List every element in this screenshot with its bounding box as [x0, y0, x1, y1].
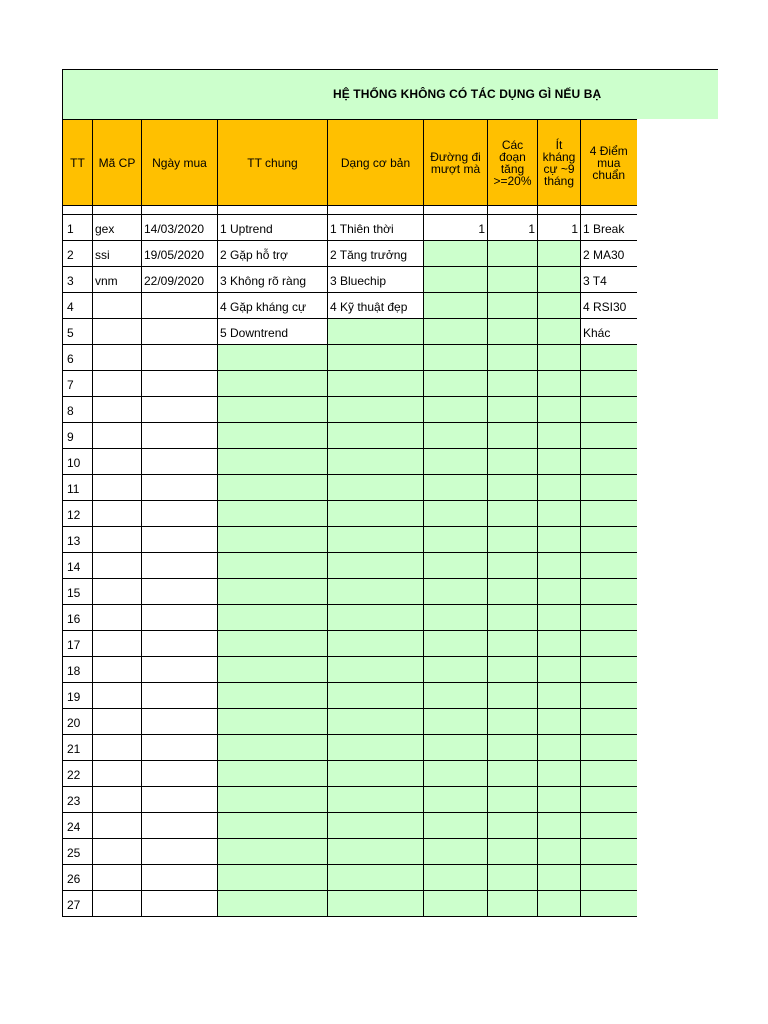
cell-ma-cp[interactable] — [93, 423, 142, 449]
cell-cac-doan-tang[interactable] — [488, 761, 538, 787]
cell-tt-chung[interactable]: 3 Không rõ ràng — [218, 267, 328, 293]
cell-ma-cp[interactable] — [93, 657, 142, 683]
cell-tt[interactable]: 16 — [63, 605, 93, 631]
cell-diem-mua[interactable]: 4 RSI30 — [581, 293, 637, 319]
cell-ma-cp[interactable] — [93, 839, 142, 865]
cell-ngay-mua[interactable] — [142, 631, 218, 657]
cell-duong-di[interactable] — [424, 371, 488, 397]
cell-diem-mua[interactable] — [581, 423, 637, 449]
cell-duong-di[interactable] — [424, 579, 488, 605]
cell-ma-cp[interactable] — [93, 631, 142, 657]
cell-ma-cp[interactable] — [93, 319, 142, 345]
cell-ma-cp[interactable] — [93, 579, 142, 605]
cell-tt[interactable]: 21 — [63, 735, 93, 761]
cell-cac-doan-tang[interactable] — [488, 865, 538, 891]
cell-ma-cp[interactable] — [93, 527, 142, 553]
table-row — [63, 683, 637, 709]
cell-tt-chung[interactable]: 5 Downtrend — [218, 319, 328, 345]
table-row — [63, 423, 637, 449]
cell-ngay-mua[interactable] — [142, 891, 218, 917]
cell-cac-doan-tang[interactable] — [488, 293, 538, 319]
table-row — [63, 865, 637, 891]
cell-tt-chung[interactable] — [218, 423, 328, 449]
header-row — [63, 120, 637, 206]
cell-cac-doan-tang[interactable] — [488, 423, 538, 449]
cell-tt-chung[interactable] — [218, 371, 328, 397]
cell-diem-mua[interactable] — [581, 657, 637, 683]
cell-tt[interactable]: 12 — [63, 501, 93, 527]
cell-cac-doan-tang[interactable] — [488, 241, 538, 267]
cell-diem-mua[interactable] — [581, 501, 637, 527]
cell-diem-mua[interactable] — [581, 605, 637, 631]
cell-it-khang-cu[interactable] — [538, 345, 581, 371]
table-row — [63, 813, 637, 839]
cell-tt[interactable]: 7 — [63, 371, 93, 397]
cell-ngay-mua[interactable] — [142, 839, 218, 865]
cell-ngay-mua[interactable] — [142, 813, 218, 839]
cell-ma-cp[interactable] — [93, 293, 142, 319]
cell-tt-chung[interactable] — [218, 631, 328, 657]
table-row — [63, 761, 637, 787]
cell-diem-mua[interactable] — [581, 345, 637, 371]
cell-ngay-mua[interactable] — [142, 657, 218, 683]
cell-diem-mua[interactable] — [581, 891, 637, 917]
cell-cac-doan-tang[interactable] — [488, 631, 538, 657]
cell-tt[interactable]: 25 — [63, 839, 93, 865]
cell-tt[interactable]: 23 — [63, 787, 93, 813]
cell-tt[interactable]: 2 — [63, 241, 93, 267]
cell-tt[interactable]: 20 — [63, 709, 93, 735]
cell-dang-co-ban[interactable] — [328, 787, 424, 813]
cell-ngay-mua[interactable] — [142, 735, 218, 761]
cell-it-khang-cu[interactable] — [538, 267, 581, 293]
cell-diem-mua[interactable] — [581, 631, 637, 657]
cell-tt[interactable]: 9 — [63, 423, 93, 449]
cell-tt-chung[interactable] — [218, 839, 328, 865]
cell-it-khang-cu[interactable] — [538, 709, 581, 735]
cell-cac-doan-tang[interactable] — [488, 475, 538, 501]
cell-ngay-mua[interactable]: 19/05/2020 — [142, 241, 218, 267]
cell-dang-co-ban[interactable] — [328, 553, 424, 579]
cell-dang-co-ban[interactable] — [328, 475, 424, 501]
cell-ngay-mua[interactable] — [142, 371, 218, 397]
cell-tt[interactable]: 3 — [63, 267, 93, 293]
cell-cac-doan-tang[interactable] — [488, 813, 538, 839]
cell-cac-doan-tang[interactable] — [488, 345, 538, 371]
cell-ma-cp[interactable] — [93, 475, 142, 501]
table-row — [63, 449, 637, 475]
table-row — [63, 319, 637, 345]
cell-it-khang-cu[interactable] — [538, 787, 581, 813]
cell-ngay-mua[interactable] — [142, 527, 218, 553]
table-row — [63, 553, 637, 579]
cell-it-khang-cu[interactable] — [538, 891, 581, 917]
cell-tt-chung[interactable] — [218, 553, 328, 579]
cell-ma-cp[interactable] — [93, 709, 142, 735]
cell-tt[interactable]: 26 — [63, 865, 93, 891]
table-row — [63, 787, 637, 813]
cell-ngay-mua[interactable] — [142, 605, 218, 631]
cell-duong-di[interactable] — [424, 449, 488, 475]
cell-ngay-mua[interactable] — [142, 501, 218, 527]
cell-ngay-mua[interactable] — [142, 397, 218, 423]
cell-diem-mua[interactable] — [581, 709, 637, 735]
cell-it-khang-cu[interactable]: 1 — [538, 215, 581, 241]
header-dang-co-ban[interactable]: Dạng cơ bản — [328, 120, 424, 206]
cell-tt-chung[interactable] — [218, 787, 328, 813]
cell-cac-doan-tang[interactable] — [488, 579, 538, 605]
table-row — [63, 267, 637, 293]
table-row — [63, 657, 637, 683]
sheet-banner — [62, 69, 718, 119]
table-row — [63, 397, 637, 423]
cell-cac-doan-tang[interactable] — [488, 553, 538, 579]
header-it-khang-cu[interactable]: Ít kháng cự ~9 tháng — [538, 120, 581, 206]
cell-duong-di[interactable] — [424, 839, 488, 865]
cell-tt-chung[interactable] — [218, 345, 328, 371]
cell-dang-co-ban[interactable]: 2 Tăng trưởng — [328, 241, 424, 267]
cell-tt-chung[interactable]: 1 Uptrend — [218, 215, 328, 241]
cell-diem-mua[interactable] — [581, 475, 637, 501]
cell-ma-cp[interactable] — [93, 735, 142, 761]
cell-tt[interactable]: 8 — [63, 397, 93, 423]
table-row — [63, 345, 637, 371]
cell-cac-doan-tang[interactable] — [488, 891, 538, 917]
sheet-title: HỆ THỐNG KHÔNG CÓ TÁC DỤNG GÌ NẾU BẠ — [333, 87, 602, 101]
cell-duong-di[interactable] — [424, 527, 488, 553]
table-row — [63, 735, 637, 761]
cell-it-khang-cu[interactable] — [538, 449, 581, 475]
cell-tt-chung[interactable] — [218, 397, 328, 423]
cell-tt-chung[interactable] — [218, 865, 328, 891]
cell-tt[interactable]: 11 — [63, 475, 93, 501]
cell-dang-co-ban[interactable] — [328, 891, 424, 917]
cell-it-khang-cu[interactable] — [538, 839, 581, 865]
table-row — [63, 709, 637, 735]
cell-it-khang-cu[interactable] — [538, 475, 581, 501]
cell-ma-cp[interactable] — [93, 553, 142, 579]
cell-cac-doan-tang[interactable] — [488, 319, 538, 345]
cell-dang-co-ban[interactable] — [328, 709, 424, 735]
cell-duong-di[interactable] — [424, 553, 488, 579]
cell-cac-doan-tang[interactable] — [488, 605, 538, 631]
table-row — [63, 215, 637, 241]
cell-tt-chung[interactable] — [218, 813, 328, 839]
cell-dang-co-ban[interactable] — [328, 345, 424, 371]
cell-ngay-mua[interactable] — [142, 761, 218, 787]
cell-diem-mua[interactable] — [581, 683, 637, 709]
cell-tt-chung[interactable] — [218, 761, 328, 787]
cell-ma-cp[interactable] — [93, 605, 142, 631]
table-row — [63, 839, 637, 865]
cell-cac-doan-tang[interactable] — [488, 839, 538, 865]
cell-dang-co-ban[interactable] — [328, 735, 424, 761]
cell-tt[interactable]: 13 — [63, 527, 93, 553]
cell-diem-mua[interactable] — [581, 787, 637, 813]
cell-dang-co-ban[interactable] — [328, 839, 424, 865]
cell-ma-cp[interactable] — [93, 397, 142, 423]
cell-it-khang-cu[interactable] — [538, 813, 581, 839]
cell-duong-di[interactable]: 1 — [424, 215, 488, 241]
cell-it-khang-cu[interactable] — [538, 553, 581, 579]
cell-it-khang-cu[interactable] — [538, 579, 581, 605]
cell-it-khang-cu[interactable] — [538, 657, 581, 683]
header-duong-di[interactable]: Đường đi mượt mà — [424, 120, 488, 206]
cell-cac-doan-tang[interactable] — [488, 449, 538, 475]
cell-tt[interactable]: 22 — [63, 761, 93, 787]
cell-diem-mua[interactable]: 2 MA30 — [581, 241, 637, 267]
cell-tt[interactable]: 1 — [63, 215, 93, 241]
cell-ngay-mua[interactable]: 14/03/2020 — [142, 215, 218, 241]
cell-tt[interactable]: 6 — [63, 345, 93, 371]
cell-cac-doan-tang[interactable] — [488, 501, 538, 527]
cell-it-khang-cu[interactable] — [538, 605, 581, 631]
cell-cac-doan-tang[interactable] — [488, 683, 538, 709]
table-row — [63, 579, 637, 605]
cell-ma-cp[interactable] — [93, 683, 142, 709]
cell-duong-di[interactable] — [424, 345, 488, 371]
cell-tt-chung[interactable] — [218, 891, 328, 917]
cell-diem-mua[interactable] — [581, 397, 637, 423]
cell-tt[interactable]: 19 — [63, 683, 93, 709]
cell-it-khang-cu[interactable] — [538, 371, 581, 397]
cell-duong-di[interactable] — [424, 813, 488, 839]
table-row — [63, 475, 637, 501]
cell-ngay-mua[interactable]: 22/09/2020 — [142, 267, 218, 293]
cell-dang-co-ban[interactable] — [328, 527, 424, 553]
cell-cac-doan-tang[interactable] — [488, 267, 538, 293]
cell-ma-cp[interactable] — [93, 501, 142, 527]
table-row — [63, 293, 637, 319]
cell-it-khang-cu[interactable] — [538, 683, 581, 709]
cell-duong-di[interactable] — [424, 657, 488, 683]
cell-tt-chung[interactable] — [218, 657, 328, 683]
cell-cac-doan-tang[interactable]: 1 — [488, 215, 538, 241]
spreadsheet-table — [62, 119, 637, 917]
cell-ngay-mua[interactable] — [142, 865, 218, 891]
cell-dang-co-ban[interactable]: 1 Thiên thời — [328, 215, 424, 241]
header-diem-mua[interactable]: 4 Điểm mua chuẩn — [581, 120, 637, 206]
cell-duong-di[interactable] — [424, 865, 488, 891]
cell-tt-chung[interactable]: 2 Gặp hỗ trợ — [218, 241, 328, 267]
cell-diem-mua[interactable]: 1 Break — [581, 215, 637, 241]
cell-dang-co-ban[interactable] — [328, 761, 424, 787]
cell-duong-di[interactable] — [424, 891, 488, 917]
cell-duong-di[interactable] — [424, 787, 488, 813]
cell-tt[interactable]: 24 — [63, 813, 93, 839]
cell-duong-di[interactable] — [424, 293, 488, 319]
table-row — [63, 371, 637, 397]
cell-ma-cp[interactable]: vnm — [93, 267, 142, 293]
cell-tt-chung[interactable] — [218, 605, 328, 631]
cell-diem-mua[interactable] — [581, 449, 637, 475]
cell-diem-mua[interactable] — [581, 371, 637, 397]
cell-tt-chung[interactable] — [218, 501, 328, 527]
cell-it-khang-cu[interactable] — [538, 735, 581, 761]
cell-dang-co-ban[interactable] — [328, 397, 424, 423]
cell-duong-di[interactable] — [424, 267, 488, 293]
cell-ma-cp[interactable]: gex — [93, 215, 142, 241]
cell-dang-co-ban[interactable] — [328, 813, 424, 839]
cell-duong-di[interactable] — [424, 683, 488, 709]
cell-tt-chung[interactable] — [218, 735, 328, 761]
cell-tt[interactable]: 17 — [63, 631, 93, 657]
cell-dang-co-ban[interactable]: 3 Bluechip — [328, 267, 424, 293]
cell-it-khang-cu[interactable] — [538, 501, 581, 527]
cell-ma-cp[interactable] — [93, 761, 142, 787]
cell-tt[interactable]: 14 — [63, 553, 93, 579]
cell-duong-di[interactable] — [424, 605, 488, 631]
table-row — [63, 605, 637, 631]
cell-ngay-mua[interactable] — [142, 683, 218, 709]
cell-duong-di[interactable] — [424, 319, 488, 345]
cell-ngay-mua[interactable] — [142, 553, 218, 579]
cell-dang-co-ban[interactable] — [328, 449, 424, 475]
table-row — [63, 501, 637, 527]
cell-tt[interactable]: 15 — [63, 579, 93, 605]
cell-tt-chung[interactable]: 4 Gặp kháng cự — [218, 293, 328, 319]
cell-ngay-mua[interactable] — [142, 579, 218, 605]
cell-dang-co-ban[interactable] — [328, 423, 424, 449]
table-row — [63, 527, 637, 553]
cell-ma-cp[interactable] — [93, 449, 142, 475]
table-row — [63, 891, 637, 917]
cell-ngay-mua[interactable] — [142, 319, 218, 345]
cell-it-khang-cu[interactable] — [538, 761, 581, 787]
cell-diem-mua[interactable]: Khác — [581, 319, 637, 345]
cell-tt[interactable]: 10 — [63, 449, 93, 475]
cell-cac-doan-tang[interactable] — [488, 657, 538, 683]
cell-it-khang-cu[interactable] — [538, 241, 581, 267]
cell-dang-co-ban[interactable] — [328, 319, 424, 345]
cell-dang-co-ban[interactable]: 4 Kỹ thuật đẹp — [328, 293, 424, 319]
cell-duong-di[interactable] — [424, 501, 488, 527]
cell-ngay-mua[interactable] — [142, 709, 218, 735]
cell-duong-di[interactable] — [424, 397, 488, 423]
cell-ma-cp[interactable] — [93, 891, 142, 917]
cell-ngay-mua[interactable] — [142, 475, 218, 501]
cell-diem-mua[interactable] — [581, 579, 637, 605]
cell-it-khang-cu[interactable] — [538, 423, 581, 449]
cell-duong-di[interactable] — [424, 423, 488, 449]
cell-duong-di[interactable] — [424, 709, 488, 735]
cell-dang-co-ban[interactable] — [328, 579, 424, 605]
cell-tt[interactable]: 27 — [63, 891, 93, 917]
table-row — [63, 241, 637, 267]
cell-ma-cp[interactable] — [93, 345, 142, 371]
cell-dang-co-ban[interactable] — [328, 657, 424, 683]
header-tt[interactable]: TT — [63, 120, 93, 206]
cell-diem-mua[interactable] — [581, 839, 637, 865]
cell-tt[interactable]: 4 — [63, 293, 93, 319]
cell-diem-mua[interactable] — [581, 735, 637, 761]
cell-it-khang-cu[interactable] — [538, 631, 581, 657]
cell-duong-di[interactable] — [424, 761, 488, 787]
cell-ma-cp[interactable] — [93, 813, 142, 839]
cell-tt-chung[interactable] — [218, 579, 328, 605]
cell-dang-co-ban[interactable] — [328, 631, 424, 657]
cell-it-khang-cu[interactable] — [538, 527, 581, 553]
header-tt-chung[interactable]: TT chung — [218, 120, 328, 206]
cell-tt[interactable]: 5 — [63, 319, 93, 345]
cell-duong-di[interactable] — [424, 475, 488, 501]
cell-ngay-mua[interactable] — [142, 423, 218, 449]
cell-cac-doan-tang[interactable] — [488, 709, 538, 735]
cell-cac-doan-tang[interactable] — [488, 735, 538, 761]
cell-ngay-mua[interactable] — [142, 787, 218, 813]
cell-cac-doan-tang[interactable] — [488, 371, 538, 397]
cell-dang-co-ban[interactable] — [328, 371, 424, 397]
cell-tt-chung[interactable] — [218, 475, 328, 501]
cell-dang-co-ban[interactable] — [328, 501, 424, 527]
header-ma-cp[interactable]: Mã CP — [93, 120, 142, 206]
cell-dang-co-ban[interactable] — [328, 865, 424, 891]
cell-it-khang-cu[interactable] — [538, 319, 581, 345]
cell-ma-cp[interactable] — [93, 787, 142, 813]
cell-tt-chung[interactable] — [218, 527, 328, 553]
cell-tt-chung[interactable] — [218, 449, 328, 475]
cell-diem-mua[interactable] — [581, 527, 637, 553]
cell-duong-di[interactable] — [424, 631, 488, 657]
cell-it-khang-cu[interactable] — [538, 397, 581, 423]
cell-tt[interactable]: 18 — [63, 657, 93, 683]
cell-diem-mua[interactable]: 3 T4 — [581, 267, 637, 293]
cell-dang-co-ban[interactable] — [328, 605, 424, 631]
cell-diem-mua[interactable] — [581, 865, 637, 891]
header-cac-doan-tang[interactable]: Các đoạn tăng >=20% — [488, 120, 538, 206]
cell-it-khang-cu[interactable] — [538, 865, 581, 891]
cell-diem-mua[interactable] — [581, 813, 637, 839]
cell-tt-chung[interactable] — [218, 709, 328, 735]
cell-cac-doan-tang[interactable] — [488, 787, 538, 813]
cell-diem-mua[interactable] — [581, 761, 637, 787]
spacer-row — [63, 206, 637, 215]
cell-it-khang-cu[interactable] — [538, 293, 581, 319]
cell-ngay-mua[interactable] — [142, 293, 218, 319]
table-row — [63, 631, 637, 657]
cell-ngay-mua[interactable] — [142, 449, 218, 475]
header-ngay-mua[interactable]: Ngày mua — [142, 120, 218, 206]
cell-duong-di[interactable] — [424, 735, 488, 761]
cell-ma-cp[interactable]: ssi — [93, 241, 142, 267]
cell-dang-co-ban[interactable] — [328, 683, 424, 709]
cell-diem-mua[interactable] — [581, 553, 637, 579]
cell-cac-doan-tang[interactable] — [488, 397, 538, 423]
cell-ma-cp[interactable] — [93, 371, 142, 397]
cell-tt-chung[interactable] — [218, 683, 328, 709]
cell-ngay-mua[interactable] — [142, 345, 218, 371]
cell-ma-cp[interactable] — [93, 865, 142, 891]
cell-duong-di[interactable] — [424, 241, 488, 267]
cell-cac-doan-tang[interactable] — [488, 527, 538, 553]
